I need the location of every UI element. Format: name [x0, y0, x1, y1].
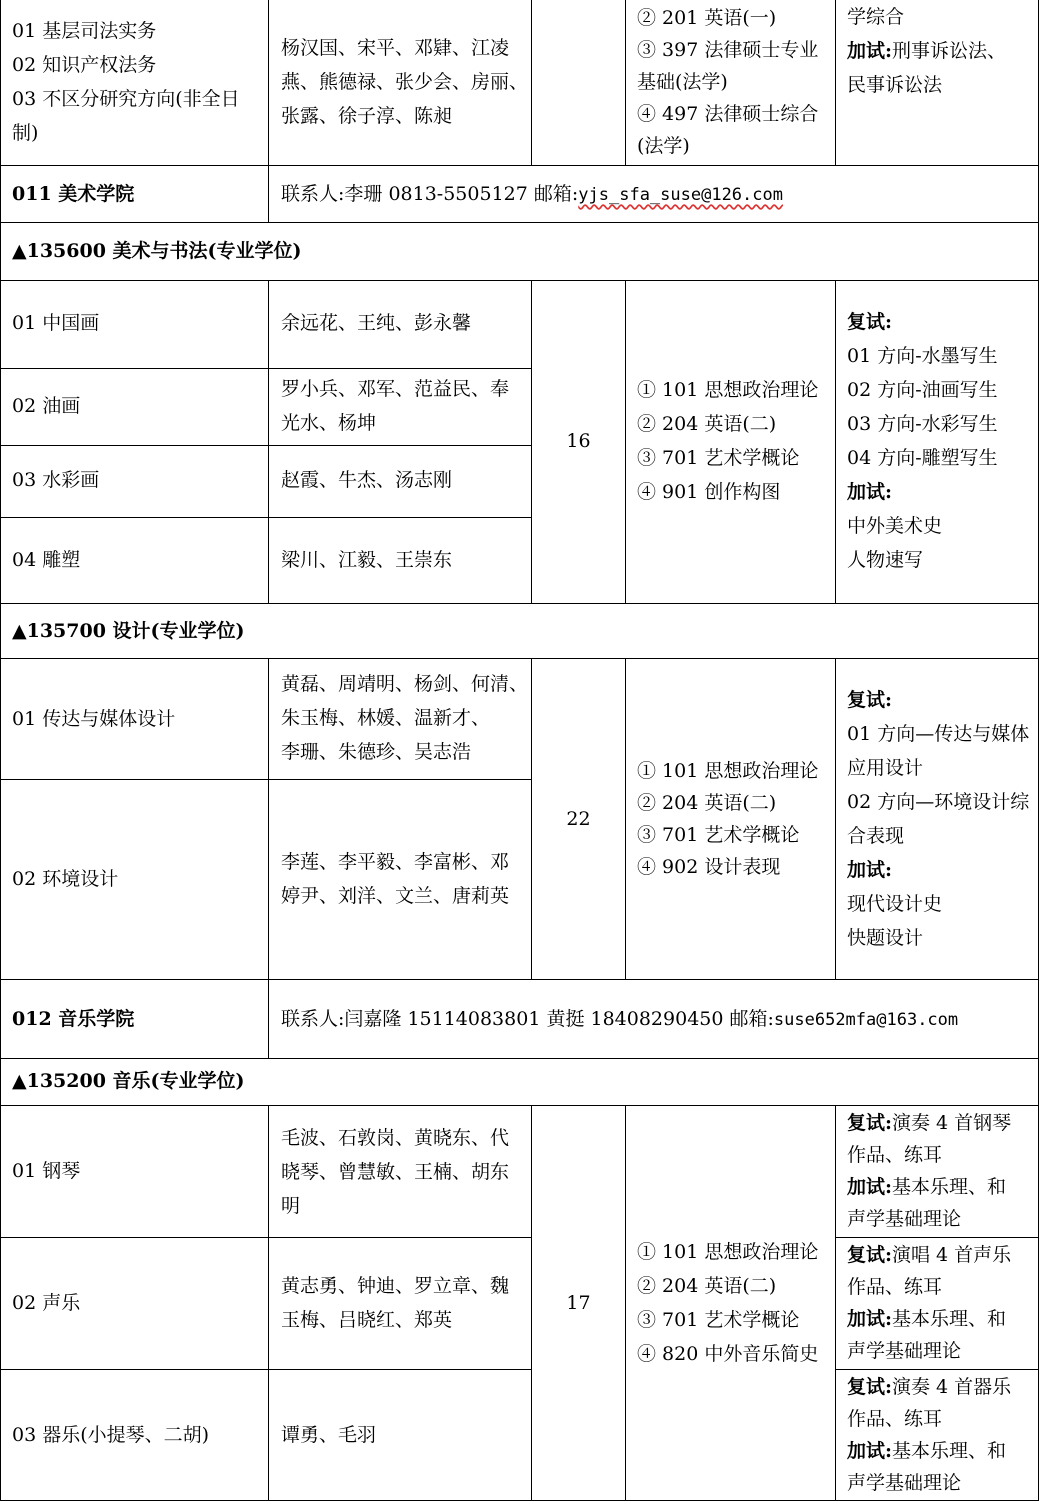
exam-subject: ③ 701 艺术学概论 — [637, 447, 800, 469]
direction-name: 03 不区分研究方向(非全日 — [12, 88, 240, 110]
remark-line: 02 方向-油画写生 — [847, 379, 998, 401]
remark-line: 03 方向-水彩写生 — [847, 413, 998, 435]
column-divider — [625, 280, 626, 603]
row-divider — [0, 779, 531, 780]
direction-name: 01 传达与媒体设计 — [12, 708, 176, 730]
supervisor-line: 燕、熊德禄、张少会、房丽、 — [281, 71, 529, 93]
direction-name: 01 基层司法实务 — [12, 20, 157, 42]
row-divider — [0, 1369, 531, 1370]
row-divider — [0, 517, 531, 518]
major-title: ▲135200 音乐(专业学位) — [12, 1070, 245, 1092]
column-divider — [268, 0, 269, 165]
retest-text: 演唱 4 首声乐 — [892, 1244, 1012, 1266]
remarks — [847, 1371, 1011, 1499]
remark-line: 合表现 — [847, 825, 905, 847]
direction-name: 01 钢琴 — [12, 1160, 81, 1182]
extra-exam-label: 加试: — [847, 40, 893, 62]
supervisor-line: 梁川、江毅、王崇东 — [281, 549, 453, 571]
supervisor-line: 余远花、王纯、彭永馨 — [281, 312, 472, 334]
email-link[interactable]: suse652mfa@163.com — [773, 1010, 959, 1030]
supervisor-line: 张露、徐子淳、陈昶 — [281, 105, 453, 127]
row-divider — [0, 165, 1039, 166]
supervisor-line: 婷尹、刘洋、文兰、唐莉英 — [281, 885, 510, 907]
supervisor-line: 黄磊、周靖明、杨剑、何清、 — [281, 673, 529, 695]
remark-line: 学综合 — [847, 6, 905, 28]
row-divider — [0, 280, 1039, 281]
retest-label: 复试: — [847, 689, 893, 711]
extra-exam-label: 加试: — [847, 1176, 893, 1198]
remark-line: 快题设计 — [847, 927, 924, 949]
column-divider — [835, 658, 836, 979]
remark-line: 中外美术史 — [847, 515, 943, 537]
supervisor-list — [281, 31, 528, 133]
remark-line: 现代设计史 — [847, 893, 943, 915]
remark-line: 01 方向-水墨写生 — [847, 345, 998, 367]
remark-line: 04 方向-雕塑写生 — [847, 447, 998, 469]
supervisor-line: 朱玉梅、林媛、温新才、 — [281, 707, 491, 729]
row-divider — [0, 979, 1039, 980]
extra-exam-text: 基本乐理、和 — [892, 1440, 1007, 1462]
row-divider — [0, 445, 531, 446]
remark-line — [847, 1303, 1011, 1335]
exam-subject: ④ 497 法律硕士综合 — [637, 103, 819, 125]
exam-subject: ④ 901 创作构图 — [637, 481, 781, 503]
exam-subject: ④ 902 设计表现 — [637, 856, 781, 878]
row-divider — [0, 1237, 531, 1238]
remark-line: 声学基础理论 — [847, 1208, 962, 1230]
exam-subject: ③ 397 法律硕士专业 — [637, 39, 819, 61]
college-contact — [281, 1002, 958, 1037]
direction-name: 03 水彩画 — [12, 469, 100, 491]
column-divider — [268, 658, 269, 979]
supervisor-line: 光水、杨坤 — [281, 412, 377, 434]
remark-line: 应用设计 — [847, 757, 924, 779]
exam-subject: ④ 820 中外音乐简史 — [637, 1343, 819, 1365]
direction-list — [12, 14, 240, 150]
extra-exam-label: 加试: — [847, 1440, 893, 1462]
remark-line — [847, 1239, 1011, 1271]
direction-name: 01 中国画 — [12, 312, 100, 334]
column-divider — [0, 0, 1, 1501]
remark-line: 作品、练耳 — [847, 1144, 943, 1166]
column-divider — [625, 658, 626, 979]
remark-line: 声学基础理论 — [847, 1472, 962, 1494]
column-divider — [835, 1105, 836, 1501]
direction-name: 02 知识产权法务 — [12, 54, 157, 76]
remark-line — [847, 1435, 1011, 1467]
supervisor-line: 杨汉国、宋平、邓肄、江凌 — [281, 37, 510, 59]
direction-name: 03 器乐(小提琴、二胡) — [12, 1424, 210, 1446]
row-divider — [835, 1237, 1039, 1238]
column-divider — [268, 165, 269, 222]
contact-info: 联系人:闫嘉隆 15114083801 黄挺 18408290450 邮箱: — [281, 1008, 774, 1030]
remarks — [847, 0, 1006, 102]
remarks — [847, 1239, 1011, 1367]
remark-line: 声学基础理论 — [847, 1340, 962, 1362]
row-divider — [0, 658, 1039, 659]
exam-subject: ① 101 思想政治理论 — [637, 760, 819, 782]
major-title: ▲135600 美术与书法(专业学位) — [12, 240, 302, 262]
remark-line: 02 方向—环境设计综 — [847, 791, 1030, 813]
extra-exam-label: 加试: — [847, 859, 893, 881]
direction-name: 制) — [12, 122, 39, 144]
retest-label: 复试: — [847, 1376, 893, 1398]
remark-line: 作品、练耳 — [847, 1408, 943, 1430]
supervisor-line: 毛波、石敦岗、黄晓东、代 — [281, 1127, 510, 1149]
exam-subject: ③ 701 艺术学概论 — [637, 824, 800, 846]
supervisor-list — [281, 667, 528, 769]
supervisor-line: 罗小兵、邓军、范益民、奉 — [281, 378, 510, 400]
remark-line: 作品、练耳 — [847, 1276, 943, 1298]
extra-exam-text: 刑事诉讼法、 — [892, 40, 1007, 62]
remark-line: 人物速写 — [847, 549, 924, 571]
remarks — [847, 305, 998, 577]
column-divider — [268, 979, 269, 1058]
supervisor-line: 玉梅、吕晓红、郑英 — [281, 1309, 453, 1331]
remarks — [847, 1107, 1011, 1235]
remark-line: 民事诉讼法 — [847, 74, 943, 96]
exam-subject: (法学) — [637, 135, 690, 157]
direction-name: 02 油画 — [12, 395, 81, 417]
supervisor-line: 晓琴、曾慧敏、王楠、胡东 — [281, 1161, 510, 1183]
column-divider — [625, 0, 626, 165]
exam-subject: ③ 701 艺术学概论 — [637, 1309, 800, 1331]
retest-text: 演奏 4 首器乐 — [892, 1376, 1012, 1398]
row-divider — [0, 603, 1039, 604]
retest-text: 演奏 4 首钢琴 — [892, 1112, 1012, 1134]
extra-exam-label: 加试: — [847, 481, 893, 503]
row-divider — [0, 222, 1039, 223]
extra-exam-text: 基本乐理、和 — [892, 1308, 1007, 1330]
direction-name: 02 声乐 — [12, 1292, 81, 1314]
column-divider — [268, 280, 269, 603]
direction-name: 04 雕塑 — [12, 549, 81, 571]
extra-exam-text: 基本乐理、和 — [892, 1176, 1007, 1198]
exam-subjects — [637, 755, 818, 883]
enrollment-quota: 16 — [566, 430, 591, 452]
supervisor-line: 黄志勇、钟迪、罗立章、魏 — [281, 1275, 510, 1297]
enrollment-quota: 17 — [566, 1292, 591, 1314]
college-name: 011 美术学院 — [12, 183, 135, 205]
column-divider — [625, 1105, 626, 1501]
retest-label: 复试: — [847, 1112, 893, 1134]
remark-line — [847, 1171, 1011, 1203]
column-divider — [835, 0, 836, 165]
remark-line — [847, 1371, 1011, 1403]
exam-subject: ① 101 思想政治理论 — [637, 379, 819, 401]
column-divider — [531, 0, 532, 165]
enrollment-quota: 22 — [566, 808, 591, 830]
column-divider — [835, 280, 836, 603]
exam-subject: 基础(法学) — [637, 71, 728, 93]
row-divider — [0, 1105, 1039, 1106]
retest-label: 复试: — [847, 1244, 893, 1266]
supervisor-line: 李莲、李平毅、李富彬、邓 — [281, 851, 510, 873]
column-divider — [268, 1105, 269, 1501]
exam-subjects — [637, 2, 818, 162]
supervisor-line: 李珊、朱德珍、吴志浩 — [281, 741, 472, 763]
email-link[interactable]: yjs_sfa_suse@126.com — [578, 185, 783, 205]
exam-subject: ② 204 英语(二) — [637, 1275, 777, 1297]
college-name: 012 音乐学院 — [12, 1008, 135, 1030]
remark-line — [847, 34, 1006, 68]
supervisor-list — [281, 1269, 509, 1337]
major-title: ▲135700 设计(专业学位) — [12, 620, 245, 642]
supervisor-list — [281, 845, 509, 913]
supervisor-list — [281, 372, 509, 440]
supervisor-line: 赵霞、牛杰、汤志刚 — [281, 469, 453, 491]
row-divider — [0, 368, 531, 369]
exam-subject: ② 204 英语(二) — [637, 792, 777, 814]
contact-info: 联系人:李珊 0813-5505127 邮箱: — [281, 183, 579, 205]
retest-label: 复试: — [847, 311, 893, 333]
exam-subject: ② 204 英语(二) — [637, 413, 777, 435]
college-contact — [281, 177, 783, 212]
exam-subjects — [637, 373, 818, 509]
exam-subject: ② 201 英语(一) — [637, 7, 777, 29]
exam-subject: ① 101 思想政治理论 — [637, 1241, 819, 1263]
row-divider — [835, 1369, 1039, 1370]
supervisor-line: 明 — [281, 1195, 301, 1217]
supervisor-line: 谭勇、毛羽 — [281, 1424, 377, 1446]
remark-line — [847, 1107, 1011, 1139]
exam-subjects — [637, 1235, 818, 1371]
supervisor-list — [281, 1121, 509, 1223]
remark-line: 01 方向—传达与媒体 — [847, 723, 1030, 745]
remarks — [847, 683, 1029, 955]
direction-name: 02 环境设计 — [12, 868, 119, 890]
extra-exam-label: 加试: — [847, 1308, 893, 1330]
row-divider — [0, 1058, 1039, 1059]
